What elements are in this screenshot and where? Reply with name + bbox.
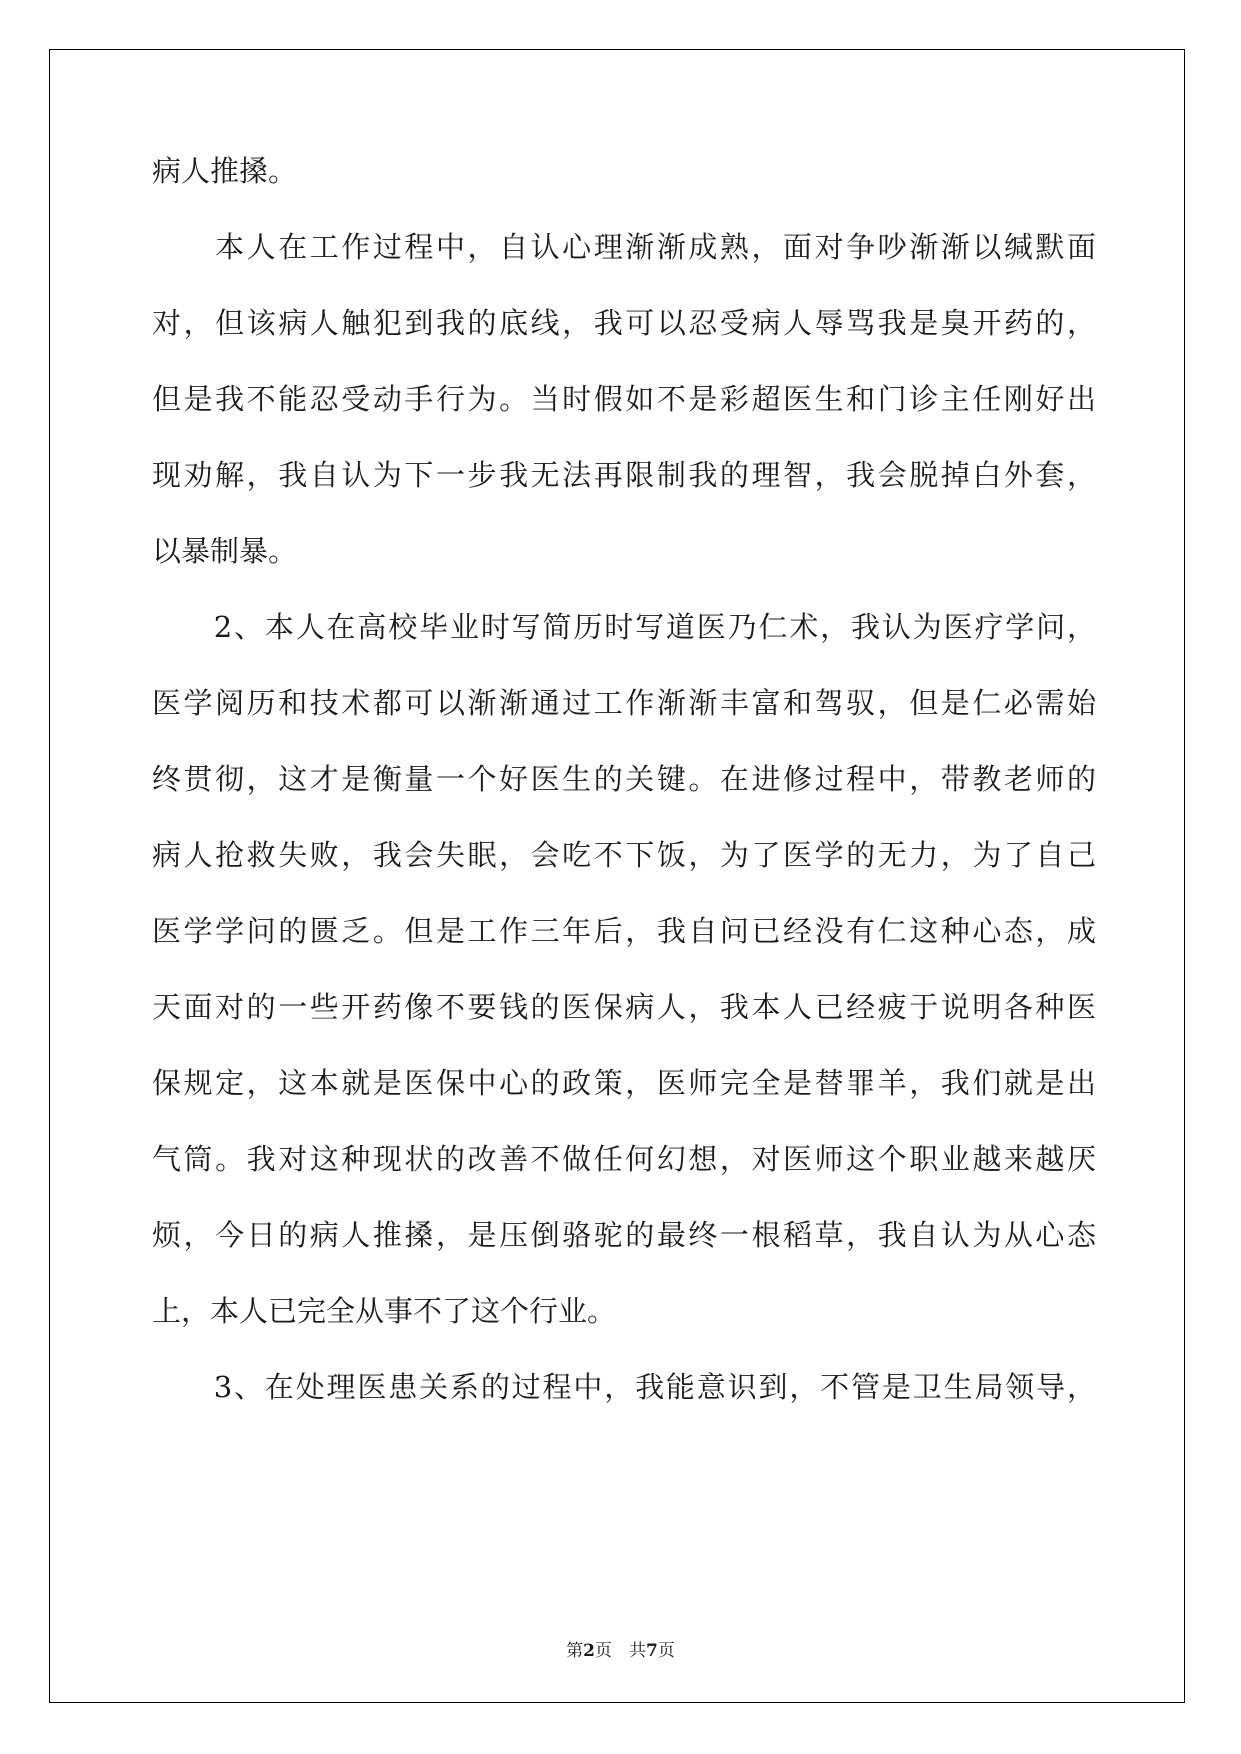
text-line: 医学阅历和技术都可以渐渐通过工作渐渐丰富和驾驭，但是仁必需始 [152, 686, 1096, 720]
current-page-number: 2 [583, 1641, 595, 1661]
text-line: 对，但该病人触犯到我的底线，我可以忍受病人辱骂我是臭开药的， [152, 306, 1096, 340]
text-line: 2、本人在高校毕业时写简历时写道医乃仁术，我认为医疗学问， [152, 610, 1096, 644]
footer-prefix: 第 [566, 1641, 584, 1661]
text-line: 医学学问的匮乏。但是工作三年后，我自问已经没有仁这种心态，成 [152, 914, 1096, 948]
text-line: 现劝解，我自认为下一步我无法再限制我的理智，我会脱掉白外套， [152, 458, 1096, 492]
footer-middle: 页 共 [595, 1641, 646, 1661]
text-line: 但是我不能忍受动手行为。当时假如不是彩超医生和门诊主任刚好出 [152, 382, 1096, 416]
text-line: 3、在处理医患关系的过程中，我能意识到，不管是卫生局领导， [152, 1370, 1096, 1404]
text-line: 烦，今日的病人推搡，是压倒骆驼的最终一根稻草，我自认为从心态 [152, 1218, 1096, 1252]
text-line: 气筒。我对这种现状的改善不做任何幻想，对医师这个职业越来越厌 [152, 1142, 1096, 1176]
text-line: 上，本人已完全从事不了这个行业。 [152, 1294, 617, 1328]
text-line: 保规定，这本就是医保中心的政策，医师完全是替罪羊，我们就是出 [152, 1066, 1096, 1100]
text-line: 终贯彻，这才是衡量一个好医生的关键。在进修过程中，带教老师的 [152, 762, 1096, 796]
text-line: 病人抢救失败，我会失眠，会吃不下饭，为了医学的无力，为了自己 [152, 838, 1096, 872]
text-line: 以暴制暴。 [152, 534, 298, 568]
footer-suffix: 页 [657, 1641, 675, 1661]
text-line: 天面对的一些开药像不要钱的医保病人，我本人已经疲于说明各种医 [152, 990, 1096, 1024]
total-page-number: 7 [646, 1641, 658, 1661]
text-line: 病人推搡。 [152, 154, 298, 188]
page-footer [0, 1636, 1241, 1661]
text-line: 本人在工作过程中，自认心理渐渐成熟，面对争吵渐渐以缄默面 [152, 230, 1096, 264]
